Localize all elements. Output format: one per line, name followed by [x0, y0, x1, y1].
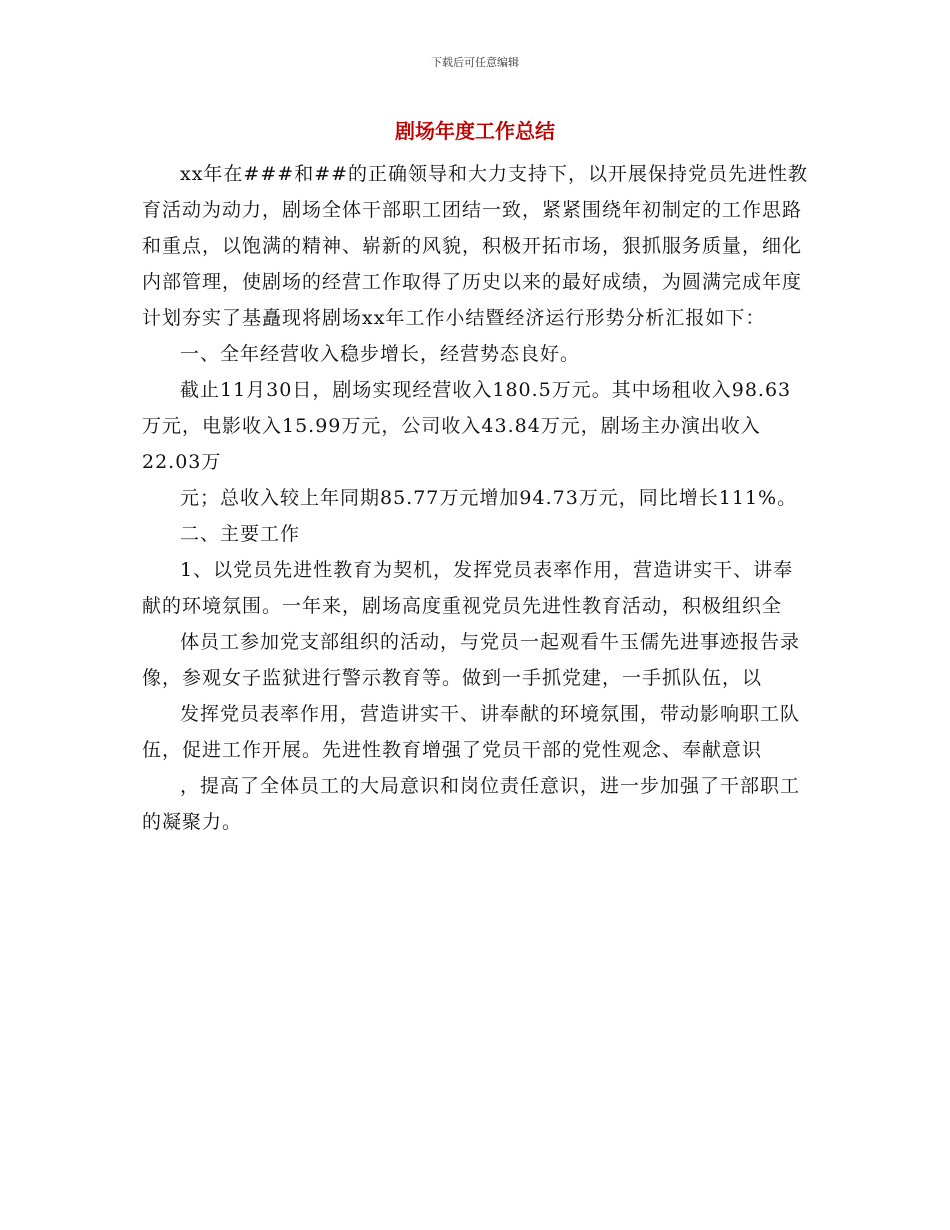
paragraph-work-4: ，提高了全体员工的大局意识和岗位责任意识，进一步加强了干部职工的凝聚力。: [142, 775, 801, 833]
section-heading-2: 二、主要工作: [180, 523, 301, 545]
paragraph-revenue: 截止11月30日，剧场实现经营收入180.5万元。其中场租收入98.63万元，电影收入15.99万元，公司收入43.84万元，剧场主办演出收入22.03万: [142, 379, 792, 473]
paragraph-intro: xx年在###和##的正确领导和大力支持下，以开展保持党员先进性教育活动为动力，剧场全体干部职工团结一致，紧紧围绕年初制定的工作思路和重点，以饱满的精神、崭新的风貌，积极开拓市场，狠抓服务质量，细化内部管理，使剧场的经营工作取得了历史以来的最好成绩，为圆满完成年度计划夯实了基矗现将剧场xx年工作小结暨经济运行形势分析汇报如下：: [142, 163, 809, 329]
document-body: [142, 156, 810, 840]
page-header: 下载后可任意编辑: [431, 56, 519, 69]
paragraph-revenue-growth: 元；总收入较上年同期85.77万元增加94.73万元，同比增长111%。: [180, 487, 798, 509]
section-heading-1: 一、全年经营收入稳步增长，经营势态良好。: [180, 343, 581, 365]
paragraph-work-2: 体员工参加党支部组织的活动，与党员一起观看牛玉儒先进事迹报告录像，参观女子监狱进行警示教育等。做到一手抓党建，一手抓队伍，以: [142, 631, 801, 689]
page-title: 剧场年度工作总结: [395, 119, 555, 143]
paragraph-work-3: 发挥党员表率作用，营造讲实干、讲奉献的环境氛围，带动影响职工队伍，促进工作开展。先进性教育增强了党员干部的党性观念、奉献意识: [142, 703, 801, 761]
paragraph-work-1: 1、以党员先进性教育为契机，发挥党员表率作用，营造讲实干、讲奉献的环境氛围。一年来，剧场高度重视党员先进性教育活动，积极组织全: [142, 559, 794, 617]
